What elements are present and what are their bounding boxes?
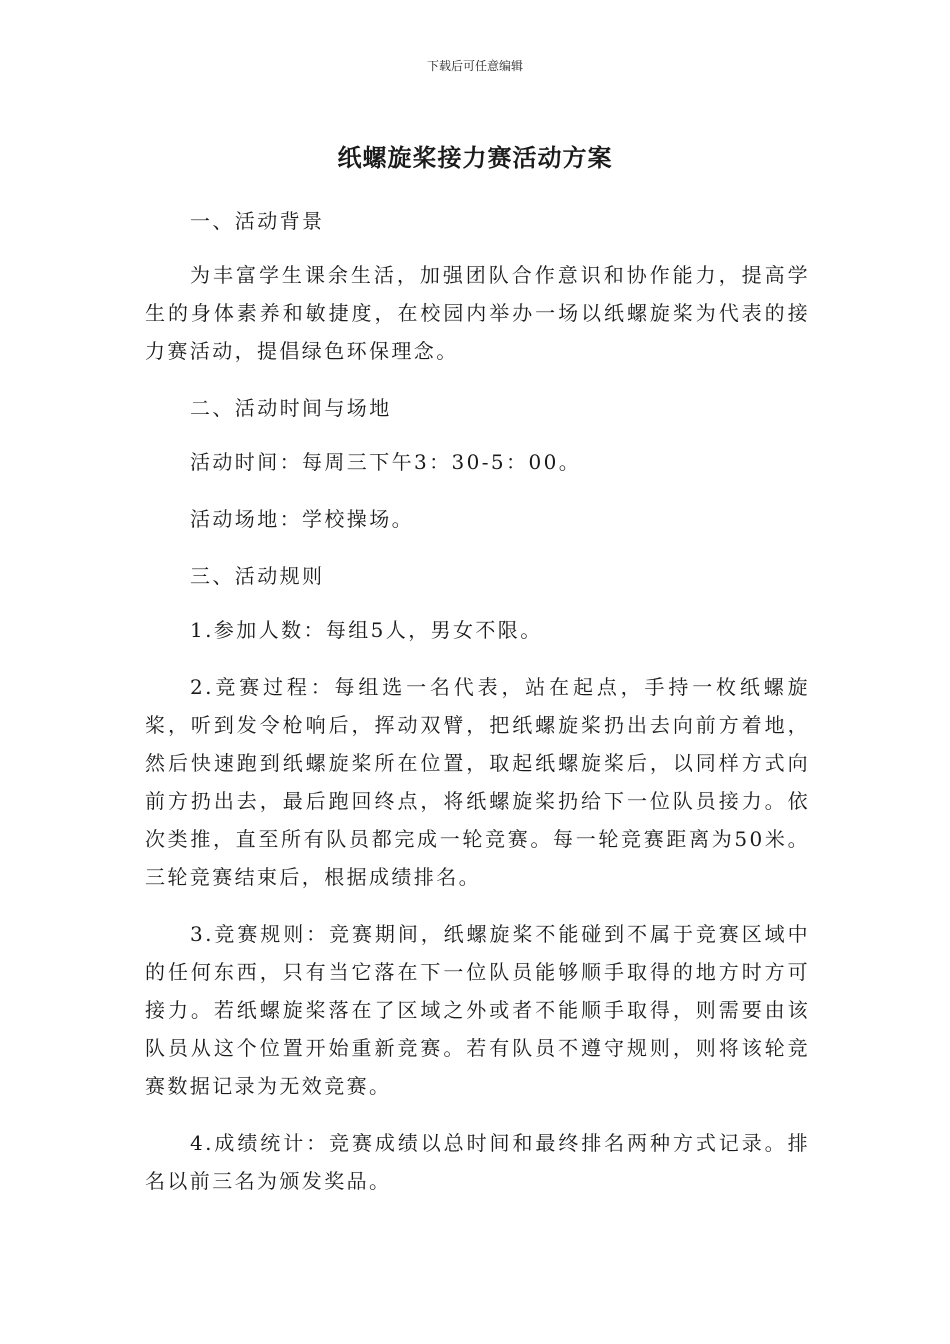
rule-scoring: 4.成绩统计：竞赛成绩以总时间和最终排名两种方式记录。排名以前三名为颁发奖品。 (145, 1131, 810, 1193)
section-heading-rules: 三、活动规则 (190, 564, 325, 588)
activity-time: 活动时间：每周三下午3：30-5：00。 (190, 450, 582, 474)
document-body (145, 202, 810, 1219)
section-heading-background: 一、活动背景 (190, 209, 325, 233)
rule-regulations: 3.竞赛规则：竞赛期间，纸螺旋桨不能碰到不属于竞赛区域中的任何东西，只有当它落在下一位队员能够顺手取得的地方时方可接力。若纸螺旋桨落在了区域之外或者不能顺手取得，则需要由该队员从这个位置开始重新竞赛。若有队员不遵守规则，则将该轮竞赛数据记录为无效竞赛。 (145, 922, 810, 1098)
activity-venue: 活动场地：学校操场。 (190, 507, 414, 531)
rule-process: 2.竞赛过程：每组选一名代表，站在起点，手持一枚纸螺旋桨，听到发令枪响后，挥动双臂，把纸螺旋桨扔出去向前方着地，然后快速跑到纸螺旋桨所在位置，取起纸螺旋桨后，以同样方式向前方扔出去，最后跑回终点，将纸螺旋桨扔给下一位队员接力。依次类推，直至所有队员都完成一轮竞赛。每一轮竞赛距离为50米。三轮竞赛结束后，根据成绩排名。 (145, 675, 810, 889)
header-note: 下载后可任意编辑 (426, 59, 523, 73)
rule-participants: 1.参加人数：每组5人，男女不限。 (190, 618, 543, 642)
background-paragraph: 为丰富学生课余生活，加强团队合作意识和协作能力，提高学生的身体素养和敏捷度，在校园内举办一场以纸螺旋桨为代表的接力赛活动，提倡绿色环保理念。 (145, 263, 810, 363)
document-title: 纸螺旋桨接力赛活动方案 (337, 144, 613, 172)
section-heading-time-venue: 二、活动时间与场地 (190, 396, 392, 420)
